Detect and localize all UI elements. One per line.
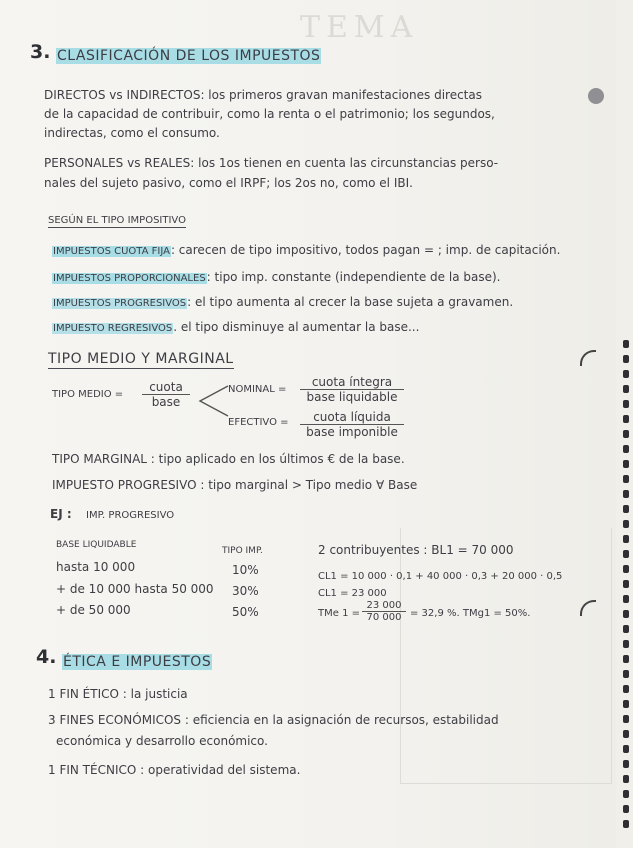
binder-ring [623, 385, 629, 393]
section-4-number: 4. [36, 646, 57, 668]
directos-line-2: de la capacidad de contribuir, como la renta o el patrimonio; los segundos, [44, 107, 495, 121]
directos-line-1: DIRECTOS vs INDIRECTOS: los primeros gravan manifestaciones directas [44, 88, 482, 102]
table-row-1-base: hasta 10 000 [56, 560, 136, 574]
binder-ring [623, 745, 629, 753]
binder-ring [623, 535, 629, 543]
binder-ring [623, 775, 629, 783]
efectivo-numerator: cuota líquida [300, 410, 404, 425]
medio-heading [48, 352, 234, 366]
progresivos-label: IMPUESTOS PROGRESIVOS [53, 298, 187, 309]
binder-ring [623, 460, 629, 468]
tipo-medio-fraction [142, 380, 190, 409]
table-row-2-base: + de 10 000 hasta 50 000 [56, 582, 214, 596]
binder-ring [623, 520, 629, 528]
nominal-denominator: base liquidable [306, 390, 398, 404]
regresivos-label: IMPUESTO REGRESIVOS [53, 323, 173, 334]
binder-ring [623, 445, 629, 453]
fraction-denominator: base [151, 395, 181, 409]
progresivos-desc: : el tipo aumenta al crecer la base sujeta a gravamen. [187, 295, 514, 309]
cuota-fija-desc: : carecen de tipo impositivo, todos pagan = ; imp. de capitación. [170, 243, 561, 257]
binder-ring [623, 805, 629, 813]
binder-ring [623, 400, 629, 408]
tipo-progresivos [52, 295, 513, 311]
section-4-title-text: ÉTICA E IMPUESTOS [63, 654, 212, 670]
calc-line-1: 2 contribuyentes : BL1 = 70 000 [318, 543, 514, 557]
proporcionales-desc: : tipo imp. constante (independiente de la base). [206, 270, 501, 284]
efectivo-denominator: base imponible [306, 425, 398, 439]
table-row-3-base: + de 50 000 [56, 603, 131, 617]
bleed-through-box [400, 528, 612, 784]
binder-ring [623, 610, 629, 618]
binder-ring [623, 580, 629, 588]
binder-ring [623, 430, 629, 438]
tme-label: TMe 1 = [318, 608, 360, 619]
ej-text: IMP. PROGRESIVO [86, 510, 175, 521]
cuota-fija-label: IMPUESTOS CUOTA FIJA [53, 246, 170, 257]
section-3-title [56, 49, 321, 63]
fraction-numerator: cuota [142, 380, 190, 395]
impuesto-progresivo-line: IMPUESTO PROGRESIVO : tipo marginal > Tipo medio ∀ Base [52, 478, 418, 492]
table-row-3-tipo: 50% [232, 605, 259, 619]
tipo-proporcionales [52, 270, 500, 286]
binder-ring [623, 505, 629, 513]
nominal-fraction [300, 375, 404, 404]
segun-heading [48, 214, 186, 228]
binder-ring [623, 685, 629, 693]
section-3-number: 3. [30, 41, 51, 63]
tipo-cuota-fija [52, 243, 560, 259]
table-header-base: BASE LIQUIDABLE [56, 540, 137, 550]
tme-numerator: 23 000 [362, 600, 406, 612]
binder-ring [623, 595, 629, 603]
binder-ring [623, 625, 629, 633]
tme-result: = 32,9 %. TMg1 = 50%. [410, 608, 531, 619]
binder-ring [623, 715, 629, 723]
tipo-medio-label: TIPO MEDIO = [52, 389, 124, 400]
ej-label: EJ : [50, 507, 72, 521]
directos-line-3: indirectas, como el consumo. [44, 126, 220, 140]
personales-line-2: nales del sujeto pasivo, como el IRPF; los 2os no, como el IBI. [44, 176, 413, 190]
section-4-title [62, 655, 212, 669]
calc-line-2: CL1 = 10 000 · 0,1 + 40 000 · 0,3 + 20 000 · 0,5 [318, 571, 563, 582]
table-row-1-tipo: 10% [232, 563, 259, 577]
efectivo-fraction [300, 410, 404, 439]
binder-ring [623, 700, 629, 708]
fin-etico: 1 FIN ÉTICO : la justicia [48, 687, 188, 701]
binder-ring [623, 490, 629, 498]
fin-tecnico: 1 FIN TÉCNICO : operatividad del sistema. [48, 763, 301, 777]
binder-ring [623, 820, 629, 828]
tipo-regresivos [52, 320, 419, 336]
fines-economicos-1: 3 FINES ECONÓMICOS : eficiencia en la asignación de recursos, estabilidad [48, 713, 499, 727]
section-3-title-text: CLASIFICACIÓN DE LOS IMPUESTOS [57, 48, 321, 64]
binder-ring [623, 550, 629, 558]
tipo-marginal-line: TIPO MARGINAL : tipo aplicado en los últimos € de la base. [52, 452, 405, 466]
binder-ring-hook [580, 350, 596, 366]
calc-line-3: CL1 = 23 000 [318, 588, 387, 599]
spiral-binding [623, 340, 631, 835]
table-header-tipo: TIPO IMP. [222, 546, 263, 556]
table-row-2-tipo: 30% [232, 584, 259, 598]
nominal-label: NOMINAL = [228, 384, 287, 395]
efectivo-label: EFECTIVO = [228, 417, 289, 428]
binder-ring [623, 730, 629, 738]
binder-ring [623, 565, 629, 573]
proporcionales-label: IMPUESTOS PROPORCIONALES [53, 273, 206, 284]
fines-economicos-2: económica y desarrollo económico. [56, 734, 268, 748]
binder-ring [623, 760, 629, 768]
tme-fraction [362, 600, 406, 623]
medio-heading-text: TIPO MEDIO Y MARGINAL [48, 351, 234, 367]
nominal-numerator: cuota íntegra [300, 375, 404, 390]
binder-ring [623, 640, 629, 648]
bleed-through-title: TEMA [300, 10, 419, 45]
binder-ring [623, 790, 629, 798]
binder-ring [623, 475, 629, 483]
regresivos-desc: . el tipo disminuye al aumentar la base... [173, 320, 420, 334]
binder-ring [623, 340, 629, 348]
binder-ring [623, 370, 629, 378]
binder-ring [623, 415, 629, 423]
binder-ring [623, 655, 629, 663]
segun-heading-text: SEGÚN EL TIPO IMPOSITIVO [48, 215, 186, 226]
tme-denominator: 70 000 [366, 612, 402, 623]
hole-punch-dot [588, 88, 604, 104]
brace-icon [196, 382, 230, 420]
binder-ring [623, 355, 629, 363]
personales-line-1: PERSONALES vs REALES: los 1os tienen en cuenta las circunstancias perso- [44, 156, 499, 170]
binder-ring [623, 670, 629, 678]
